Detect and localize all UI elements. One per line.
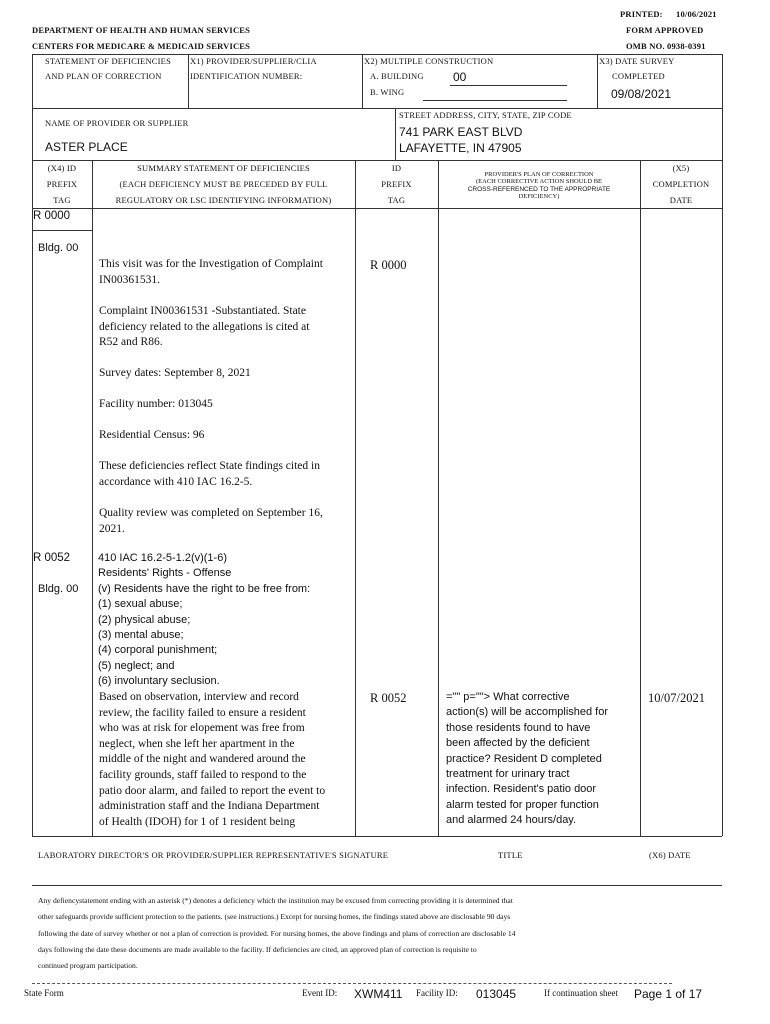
id-header-3: TAG: [387, 195, 406, 205]
facility-id-label: Facility ID:: [416, 988, 458, 998]
finding-line: facility grounds, staff failed to respond to the: [99, 768, 307, 781]
grid-line: [188, 54, 189, 108]
quality-paragraph: [99, 506, 351, 537]
prefix-tag-r0000: R 0000: [33, 210, 71, 222]
x1-label-1: X1) PROVIDER/SUPPLIER/CLIA: [190, 56, 317, 66]
id-tag-r0052: R 0052: [370, 691, 407, 705]
prefix-tag-r0052: R 0052: [33, 552, 71, 564]
omb-number: OMB NO. 0938-0391: [626, 41, 706, 51]
address-line-2: LAFAYETTE, IN 47905: [399, 141, 522, 155]
plan-line: treatment for urinary tract: [446, 768, 570, 781]
grid-line: [32, 108, 722, 109]
event-id-label: Event ID:: [302, 988, 338, 998]
x5-header-2: COMPLETION: [652, 179, 710, 189]
event-id: XWM411: [354, 987, 403, 1001]
text-line: R52 and R86.: [99, 336, 163, 349]
text-line: Quality review was completed on September 16,: [99, 507, 323, 519]
column-divider: [722, 160, 723, 836]
building-value: 00: [453, 70, 467, 84]
column-divider: [640, 160, 641, 836]
address-label: STREET ADDRESS, CITY, STATE, ZIP CODE: [399, 110, 572, 120]
finding-line: of Health (IDOH) for 1 of 1 resident being: [99, 815, 296, 828]
text-line: accordance with 410 IAC 16.2-5.: [99, 475, 253, 488]
plan-line: infection. Resident's patio door: [446, 783, 597, 796]
grid-line: [32, 160, 722, 161]
x4-header-1: (X4) ID: [47, 163, 77, 173]
visit-paragraph: [99, 257, 351, 288]
grid-line: [32, 885, 722, 886]
footnote-line: Any defiencystatement ending with an asterisk (*) denotes a deficiency which the institution may be excused from correcting providing it is determined that: [38, 896, 513, 905]
plan-line: action(s) will be accomplished for: [446, 706, 609, 719]
regulation-line: 410 IAC 16.2-5-1.2(v)(1-6): [98, 552, 227, 564]
plan-line: alarm tested for proper function: [446, 798, 599, 811]
regulation-text: [98, 551, 353, 690]
grid-line: [32, 836, 722, 837]
building-tag-1: Bldg. 00: [38, 242, 79, 254]
finding-line: Based on observation, interview and record: [99, 691, 299, 703]
reflect-paragraph: [99, 459, 351, 490]
wing-underline: [423, 100, 567, 101]
provider-name-label: NAME OF PROVIDER OR SUPPLIER: [45, 118, 189, 128]
regulation-line: (1) sexual abuse;: [98, 598, 183, 611]
id-header-1: ID: [391, 163, 402, 173]
plan-line: practice? Resident D completed: [446, 752, 602, 765]
page-indicator: Page 1 of 17: [634, 987, 703, 1001]
x1-label-2: IDENTIFICATION NUMBER:: [190, 71, 303, 81]
finding-line: neglect, when she left her apartment in the: [99, 737, 295, 750]
plan-line: been affected by the deficient: [446, 737, 590, 750]
grid-line: [362, 54, 363, 108]
regulation-line: (5) neglect; and: [98, 659, 175, 672]
grid-line: [395, 108, 396, 160]
x4-header-2: PREFIX: [46, 179, 78, 189]
finding-line: administration staff and the Indiana Department: [99, 800, 320, 813]
continuation-label: If continuation sheet: [544, 988, 618, 998]
footnote-line: continued program participation.: [38, 961, 138, 971]
director-signature-label: LABORATORY DIRECTOR'S OR PROVIDER/SUPPLIER REPRESENTATIVE'S SIGNATURE: [38, 850, 389, 860]
grid-line: [32, 54, 722, 55]
regulation-line: (4) corporal punishment;: [98, 644, 218, 657]
plan-of-correction-text: [446, 690, 638, 829]
footer-rule: [32, 983, 672, 984]
finding-line: who was at risk for elopement was free from: [99, 722, 305, 735]
column-divider: [438, 160, 439, 836]
facility-id: 013045: [476, 987, 517, 1001]
facility-number: Facility number: 013045: [99, 398, 213, 410]
grid-line: [32, 208, 33, 836]
plan-line: those residents found to have: [446, 721, 591, 734]
finding-line: middle of the night and wandered around the: [99, 753, 306, 766]
regulation-line: (2) physical abuse;: [98, 613, 191, 626]
grid-line: [32, 208, 722, 209]
grid-line: [722, 54, 723, 108]
grid-line: [32, 54, 33, 108]
statement-label-1: STATEMENT OF DEFICIENCIES: [45, 56, 172, 66]
footnote-line: other safeguards provide sufficient protection to the patients. (see instructions.) Except for nursing homes, the findings stated above are disclosable 90 days: [38, 912, 511, 922]
building-label: A. BUILDING: [370, 71, 424, 81]
regulation-line: (6) involuntary seclusion.: [98, 675, 220, 688]
x3-label-2: COMPLETED: [612, 71, 665, 81]
summary-header-3: REGULATORY OR LSC IDENTIFYING INFORMATION): [115, 195, 332, 205]
text-line: IN00361531.: [99, 273, 161, 286]
completion-date: 10/07/2021: [648, 691, 705, 705]
provider-name: ASTER PLACE: [45, 140, 128, 154]
disclosure-footnote: [38, 893, 718, 974]
survey-dates: Survey dates: September 8, 2021: [99, 367, 251, 379]
plan-header-3: CROSS-REFERENCED TO THE APPROPRIATE: [467, 185, 611, 193]
department-name: DEPARTMENT OF HEALTH AND HUMAN SERVICES: [32, 25, 251, 35]
grid-line: [32, 108, 33, 160]
complaint-paragraph: [99, 304, 351, 351]
wing-label: B. WING: [370, 87, 405, 97]
footnote-line: days following the date these documents are made available to the facility. If deficiencies are cited, an approved plan of correction is requisite to: [38, 944, 477, 954]
regulation-line: (3) mental abuse;: [98, 629, 184, 642]
regulation-line: (v) Residents have the right to be free from:: [98, 582, 311, 595]
text-line: 2021.: [99, 522, 125, 535]
grid-line: [722, 108, 723, 160]
column-divider: [92, 160, 93, 836]
x3-label: X3) DATE SURVEY: [599, 56, 675, 66]
finding-line: review, the facility failed to ensure a resident: [99, 706, 306, 719]
text-line: Complaint IN00361531 -Substantiated. State: [99, 305, 306, 317]
state-form-label: State Form: [24, 988, 64, 998]
grid-line: [597, 54, 598, 108]
x2-label: X2) MULTIPLE CONSTRUCTION: [364, 56, 494, 66]
residential-census: Residential Census: 96: [99, 429, 205, 441]
printed-label: PRINTED:: [620, 9, 663, 19]
building-underline: [450, 85, 567, 86]
id-header-2: PREFIX: [381, 179, 412, 189]
summary-header-1: SUMMARY STATEMENT OF DEFICIENCIES: [137, 163, 310, 173]
plan-header-4: DEFICIENCY): [518, 193, 560, 201]
text-line: deficiency related to the allegations is cited at: [99, 320, 310, 333]
printed-date: 10/06/2021: [676, 9, 717, 19]
plan-header-1: PROVIDER'S PLAN OF CORRECTION: [484, 171, 594, 178]
title-label: TITLE: [498, 850, 523, 860]
tag-underline: [32, 230, 92, 231]
building-tag-2: Bldg. 00: [38, 583, 79, 595]
text-line: These deficiencies reflect State findings cited in: [99, 460, 320, 472]
id-tag-r0000: R 0000: [370, 258, 407, 272]
x6-date-label: (X6) DATE: [649, 850, 691, 860]
plan-header-2: (EACH CORRECTIVE ACTION SHOULD BE: [475, 178, 603, 186]
x5-header-3: DATE: [669, 195, 693, 205]
centers-name: CENTERS FOR MEDICARE & MEDICAID SERVICES: [32, 41, 251, 51]
finding-line: patio door alarm, and failed to report the event to: [99, 784, 326, 797]
survey-completed-date: 09/08/2021: [611, 87, 672, 101]
finding-text: [99, 690, 354, 830]
x5-header-1: (X5): [672, 163, 690, 173]
footnote-line: following the date of survey whether or not a plan of correction is provided. For nursing homes, the above findings and plans of correction are disclosable 14: [38, 928, 516, 938]
x4-header-3: TAG: [53, 195, 71, 205]
summary-header-2: (EACH DEFICIENCY MUST BE PRECEDED BY FULL: [119, 179, 328, 189]
text-line: This visit was for the Investigation of Complaint: [99, 258, 323, 270]
plan-line: ="" p=""> What corrective: [446, 691, 570, 703]
plan-line: and alarmed 24 hours/day.: [446, 814, 577, 827]
address-line-1: 741 PARK EAST BLVD: [399, 125, 523, 139]
regulation-line: Residents' Rights - Offense: [98, 567, 232, 580]
form-approved: FORM APPROVED: [626, 25, 704, 35]
column-divider: [355, 160, 356, 836]
plan-header: [438, 171, 640, 201]
statement-label-2: AND PLAN OF CORRECTION: [45, 71, 162, 81]
